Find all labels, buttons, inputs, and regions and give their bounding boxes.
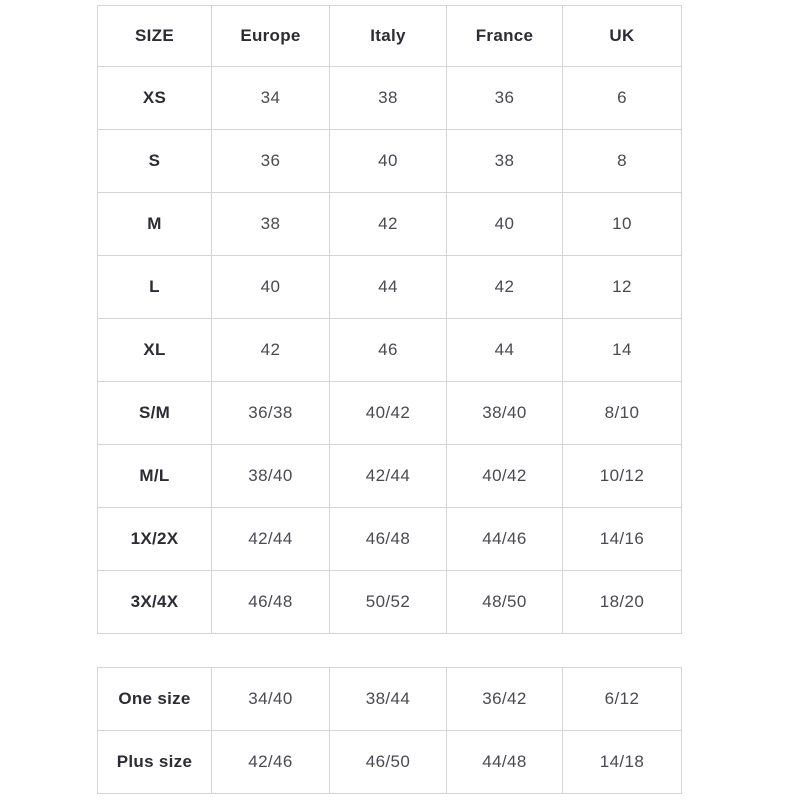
size-value-cell: 36 xyxy=(447,67,563,130)
size-value-cell: 36/38 xyxy=(212,382,330,445)
size-value-cell: 42/44 xyxy=(330,445,447,508)
size-value-cell: 14 xyxy=(563,319,682,382)
size-value-cell: 44/46 xyxy=(447,508,563,571)
table-row xyxy=(98,319,682,382)
size-label-cell: M/L xyxy=(98,445,212,508)
size-value-cell: 12 xyxy=(563,256,682,319)
size-value-cell: 40/42 xyxy=(330,382,447,445)
table-row xyxy=(98,731,682,794)
size-value-cell: 38 xyxy=(447,130,563,193)
size-value-cell: 6/12 xyxy=(563,668,682,731)
table-row xyxy=(98,193,682,256)
size-value-cell: 38 xyxy=(330,67,447,130)
size-conversion-table-container xyxy=(97,5,681,634)
size-value-cell: 36 xyxy=(212,130,330,193)
size-value-cell: 14/16 xyxy=(563,508,682,571)
size-value-cell: 46/50 xyxy=(330,731,447,794)
header-row xyxy=(98,6,682,67)
size-label-cell: 1X/2X xyxy=(98,508,212,571)
size-value-cell: 46/48 xyxy=(330,508,447,571)
size-value-cell: 42/44 xyxy=(212,508,330,571)
size-label-cell: Plus size xyxy=(98,731,212,794)
size-value-cell: 36/42 xyxy=(447,668,563,731)
size-value-cell: 38/40 xyxy=(212,445,330,508)
size-value-cell: 46/48 xyxy=(212,571,330,634)
size-value-cell: 40 xyxy=(447,193,563,256)
size-value-cell: 40/42 xyxy=(447,445,563,508)
size-value-cell: 46 xyxy=(330,319,447,382)
size-value-cell: 8/10 xyxy=(563,382,682,445)
table-row xyxy=(98,382,682,445)
header-cell-europe: Europe xyxy=(212,6,330,67)
header-cell-france: France xyxy=(447,6,563,67)
size-value-cell: 10/12 xyxy=(563,445,682,508)
special-sizes-table xyxy=(97,667,682,794)
size-value-cell: 40 xyxy=(330,130,447,193)
size-value-cell: 42 xyxy=(212,319,330,382)
size-value-cell: 42 xyxy=(447,256,563,319)
table-row xyxy=(98,571,682,634)
size-value-cell: 38 xyxy=(212,193,330,256)
size-label-cell: S/M xyxy=(98,382,212,445)
size-conversion-table xyxy=(97,5,682,634)
size-value-cell: 34 xyxy=(212,67,330,130)
size-value-cell: 14/18 xyxy=(563,731,682,794)
size-value-cell: 42/46 xyxy=(212,731,330,794)
size-value-cell: 18/20 xyxy=(563,571,682,634)
size-table-header xyxy=(98,6,682,67)
header-cell-italy: Italy xyxy=(330,6,447,67)
size-value-cell: 6 xyxy=(563,67,682,130)
size-label-cell: 3X/4X xyxy=(98,571,212,634)
size-value-cell: 50/52 xyxy=(330,571,447,634)
table-row xyxy=(98,256,682,319)
special-sizes-table-body xyxy=(98,668,682,794)
size-value-cell: 48/50 xyxy=(447,571,563,634)
size-value-cell: 44 xyxy=(330,256,447,319)
table-row xyxy=(98,668,682,731)
size-value-cell: 40 xyxy=(212,256,330,319)
table-row xyxy=(98,445,682,508)
size-label-cell: L xyxy=(98,256,212,319)
table-row xyxy=(98,508,682,571)
size-label-cell: One size xyxy=(98,668,212,731)
special-sizes-table-container xyxy=(97,667,681,794)
size-value-cell: 44 xyxy=(447,319,563,382)
size-value-cell: 38/40 xyxy=(447,382,563,445)
table-row xyxy=(98,130,682,193)
size-value-cell: 34/40 xyxy=(212,668,330,731)
size-label-cell: M xyxy=(98,193,212,256)
size-value-cell: 42 xyxy=(330,193,447,256)
size-table-body xyxy=(98,67,682,634)
header-cell-uk: UK xyxy=(563,6,682,67)
size-label-cell: XS xyxy=(98,67,212,130)
size-value-cell: 38/44 xyxy=(330,668,447,731)
size-label-cell: S xyxy=(98,130,212,193)
table-row xyxy=(98,67,682,130)
size-value-cell: 8 xyxy=(563,130,682,193)
size-value-cell: 44/48 xyxy=(447,731,563,794)
header-cell-size: SIZE xyxy=(98,6,212,67)
size-label-cell: XL xyxy=(98,319,212,382)
size-value-cell: 10 xyxy=(563,193,682,256)
